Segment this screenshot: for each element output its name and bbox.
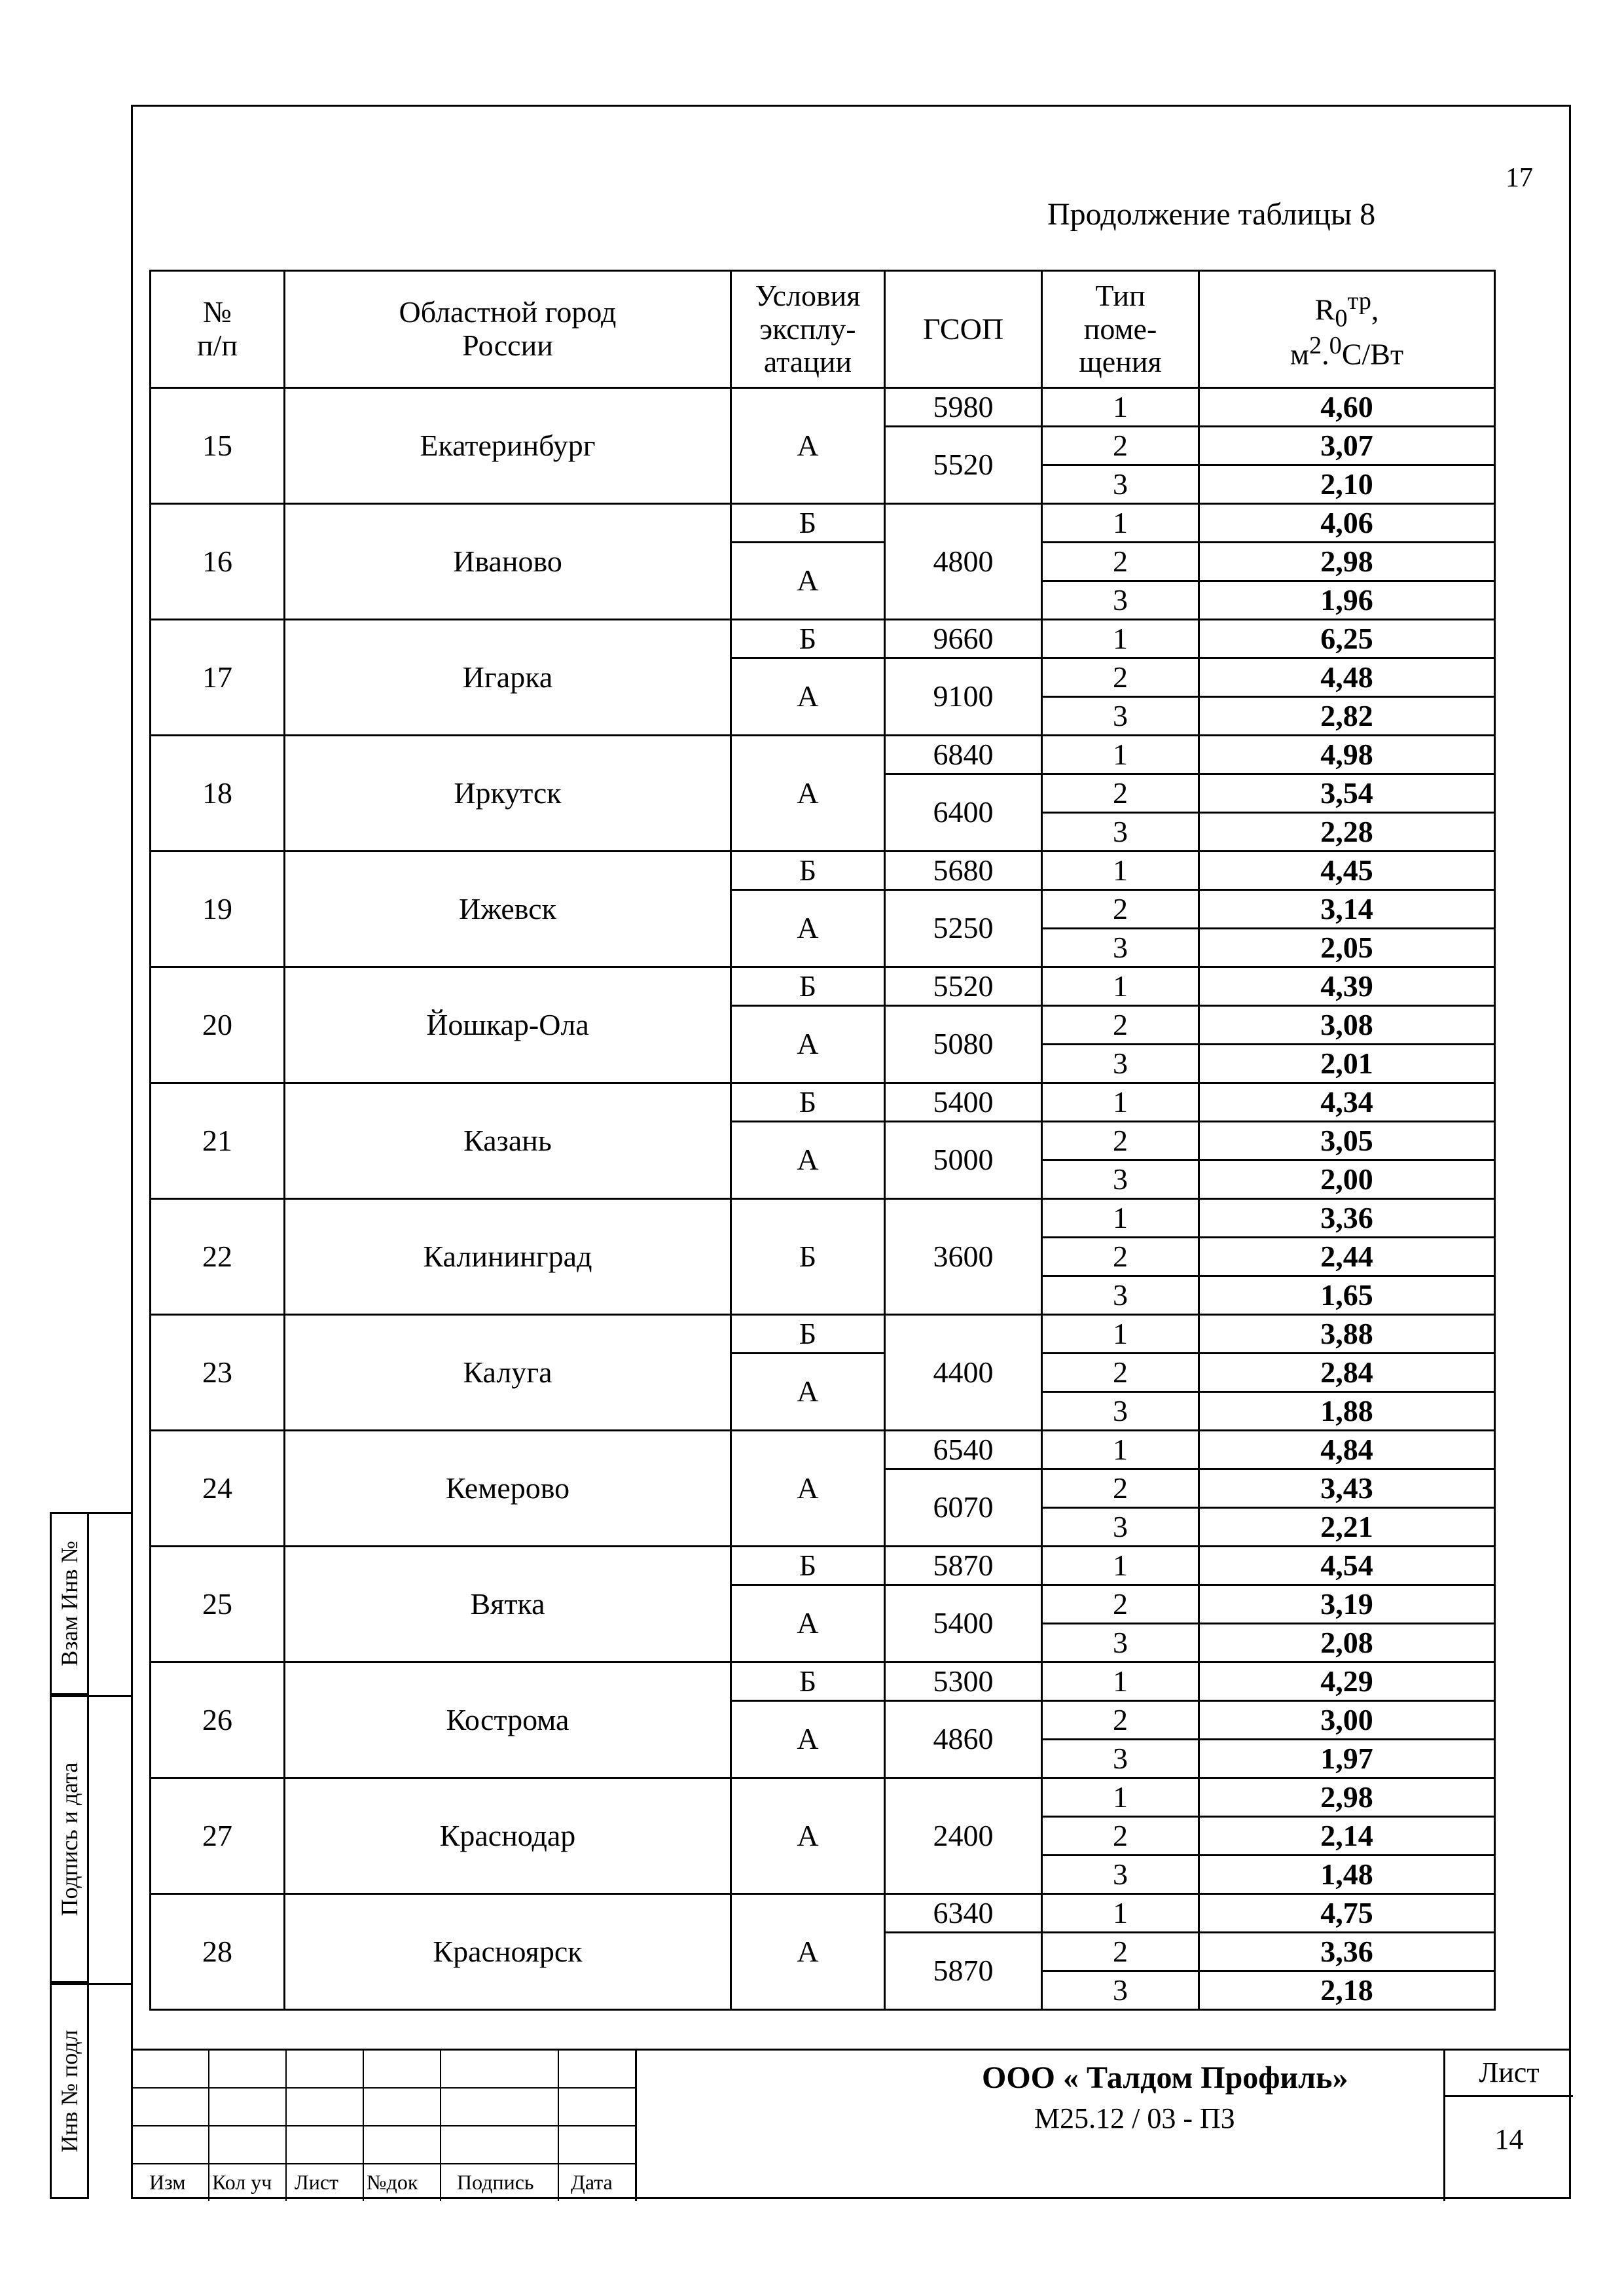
r0-value: 4,34 bbox=[1199, 1083, 1495, 1122]
grid-line bbox=[558, 2051, 559, 2201]
room-type: 3 bbox=[1042, 1856, 1199, 1894]
r0-value: 4,98 bbox=[1199, 736, 1495, 774]
r0-value: 3,54 bbox=[1199, 774, 1495, 813]
room-type: 3 bbox=[1042, 465, 1199, 504]
room-type: 1 bbox=[1042, 1778, 1199, 1817]
table-row bbox=[151, 1894, 1495, 1933]
grid-line bbox=[131, 2087, 635, 2089]
gsop-value: 5080 bbox=[885, 1006, 1042, 1083]
room-type: 3 bbox=[1042, 581, 1199, 620]
gsop-value: 4800 bbox=[885, 504, 1042, 620]
r0-value: 4,54 bbox=[1199, 1547, 1495, 1585]
table-row bbox=[151, 1778, 1495, 1817]
r0-value: 3,05 bbox=[1199, 1122, 1495, 1160]
side-field-vzam bbox=[50, 1512, 89, 1695]
row-number: 22 bbox=[151, 1199, 285, 1315]
room-type: 1 bbox=[1042, 1431, 1199, 1469]
r0-value: 2,01 bbox=[1199, 1045, 1495, 1083]
city-name: Игарка bbox=[285, 620, 731, 736]
header-gsop: ГСОП bbox=[885, 271, 1042, 388]
header-room-type: Тип поме- щения bbox=[1042, 271, 1199, 388]
operating-conditions: Б bbox=[731, 1315, 885, 1354]
sheet-separator bbox=[1445, 2095, 1573, 2097]
operating-conditions: А bbox=[731, 1354, 885, 1431]
grid-line bbox=[440, 2051, 441, 2201]
r0-value: 4,29 bbox=[1199, 1662, 1495, 1701]
room-type: 1 bbox=[1042, 620, 1199, 658]
operating-conditions: Б bbox=[731, 1547, 885, 1585]
table-row bbox=[151, 504, 1495, 543]
row-number: 15 bbox=[151, 388, 285, 504]
city-name: Иваново bbox=[285, 504, 731, 620]
room-type: 2 bbox=[1042, 890, 1199, 929]
city-name: Кемерово bbox=[285, 1431, 731, 1547]
side-divider bbox=[89, 1983, 131, 1985]
city-name: Красноярск bbox=[285, 1894, 731, 2010]
gsop-value: 2400 bbox=[885, 1778, 1042, 1894]
room-type: 3 bbox=[1042, 1045, 1199, 1083]
r0-value: 2,82 bbox=[1199, 697, 1495, 736]
r0-value: 3,07 bbox=[1199, 427, 1495, 465]
document-number: М25.12 / 03 - ПЗ bbox=[1034, 2102, 1235, 2134]
revision-grid bbox=[131, 2051, 637, 2201]
title-block bbox=[131, 2049, 1571, 2199]
grid-label-podpis: Подпись bbox=[457, 2170, 534, 2194]
room-type: 3 bbox=[1042, 1971, 1199, 2010]
room-type: 2 bbox=[1042, 1817, 1199, 1856]
header-city: Областной город России bbox=[285, 271, 731, 388]
row-number: 21 bbox=[151, 1083, 285, 1199]
room-type: 2 bbox=[1042, 1122, 1199, 1160]
table-header-row bbox=[151, 271, 1495, 388]
gsop-value: 5870 bbox=[885, 1547, 1042, 1585]
city-name: Казань bbox=[285, 1083, 731, 1199]
row-number: 20 bbox=[151, 967, 285, 1083]
operating-conditions: А bbox=[731, 1122, 885, 1199]
room-type: 2 bbox=[1042, 1585, 1199, 1624]
city-name: Краснодар bbox=[285, 1778, 731, 1894]
table-row bbox=[151, 620, 1495, 658]
table-row bbox=[151, 1547, 1495, 1585]
city-name: Иркутск bbox=[285, 736, 731, 852]
operating-conditions: А bbox=[731, 1006, 885, 1083]
thermal-resistance-table bbox=[149, 270, 1496, 2011]
operating-conditions: А bbox=[731, 890, 885, 967]
row-number: 28 bbox=[151, 1894, 285, 2010]
operating-conditions: А bbox=[731, 1778, 885, 1894]
city-name: Ижевск bbox=[285, 852, 731, 967]
room-type: 2 bbox=[1042, 774, 1199, 813]
room-type: 2 bbox=[1042, 658, 1199, 697]
r0-value: 2,44 bbox=[1199, 1238, 1495, 1276]
operating-conditions: А bbox=[731, 1431, 885, 1547]
gsop-value: 6400 bbox=[885, 774, 1042, 852]
r0-value: 4,45 bbox=[1199, 852, 1495, 890]
header-conditions: Условия эксплу- атации bbox=[731, 271, 885, 388]
header-num: № п/п bbox=[151, 271, 285, 388]
grid-label-kol-uch: Кол уч bbox=[212, 2170, 272, 2194]
room-type: 3 bbox=[1042, 697, 1199, 736]
grid-line bbox=[131, 2163, 635, 2164]
r0-value: 2,10 bbox=[1199, 465, 1495, 504]
grid-line bbox=[285, 2051, 287, 2201]
header-r0: $R_0^{тр}$, $м^2.^0С/Вт$ bbox=[1199, 271, 1495, 388]
room-type: 3 bbox=[1042, 1624, 1199, 1662]
room-type: 2 bbox=[1042, 1006, 1199, 1045]
operating-conditions: Б bbox=[731, 620, 885, 658]
r0-value: 2,98 bbox=[1199, 1778, 1495, 1817]
room-type: 2 bbox=[1042, 1238, 1199, 1276]
operating-conditions: А bbox=[731, 1701, 885, 1778]
sheet-label: Лист bbox=[1479, 2056, 1540, 2089]
gsop-value: 5870 bbox=[885, 1933, 1042, 2010]
r0-value: 3,43 bbox=[1199, 1469, 1495, 1508]
room-type: 2 bbox=[1042, 1469, 1199, 1508]
city-name: Калуга bbox=[285, 1315, 731, 1431]
grid-line bbox=[131, 2125, 635, 2126]
r0-value: 4,60 bbox=[1199, 388, 1495, 427]
r0-value: 2,05 bbox=[1199, 929, 1495, 967]
r0-value: 2,14 bbox=[1199, 1817, 1495, 1856]
room-type: 2 bbox=[1042, 543, 1199, 581]
gsop-value: 5980 bbox=[885, 388, 1042, 427]
table-row bbox=[151, 736, 1495, 774]
gsop-value: 5300 bbox=[885, 1662, 1042, 1701]
gsop-value: 6540 bbox=[885, 1431, 1042, 1469]
room-type: 1 bbox=[1042, 1662, 1199, 1701]
r0-value: 2,18 bbox=[1199, 1971, 1495, 2010]
gsop-value: 5400 bbox=[885, 1585, 1042, 1662]
r0-value: 4,06 bbox=[1199, 504, 1495, 543]
room-type: 1 bbox=[1042, 388, 1199, 427]
r0-value: 3,36 bbox=[1199, 1199, 1495, 1238]
room-type: 3 bbox=[1042, 1740, 1199, 1778]
city-name: Йошкар-Ола bbox=[285, 967, 731, 1083]
r0-value: 4,84 bbox=[1199, 1431, 1495, 1469]
room-type: 1 bbox=[1042, 1083, 1199, 1122]
room-type: 3 bbox=[1042, 929, 1199, 967]
gsop-value: 9660 bbox=[885, 620, 1042, 658]
row-number: 23 bbox=[151, 1315, 285, 1431]
room-type: 3 bbox=[1042, 1276, 1199, 1315]
row-number: 24 bbox=[151, 1431, 285, 1547]
operating-conditions: А bbox=[731, 1585, 885, 1662]
room-type: 1 bbox=[1042, 1315, 1199, 1354]
table-row bbox=[151, 1199, 1495, 1238]
operating-conditions: А bbox=[731, 543, 885, 620]
row-number: 16 bbox=[151, 504, 285, 620]
gsop-value: 3600 bbox=[885, 1199, 1042, 1315]
operating-conditions: Б bbox=[731, 852, 885, 890]
room-type: 1 bbox=[1042, 852, 1199, 890]
table-row bbox=[151, 1662, 1495, 1701]
r0-value: 2,28 bbox=[1199, 813, 1495, 852]
r0-value: 6,25 bbox=[1199, 620, 1495, 658]
gsop-value: 6340 bbox=[885, 1894, 1042, 1933]
side-label-podpis: Подпись и дата bbox=[56, 1762, 82, 1916]
gsop-value: 4400 bbox=[885, 1315, 1042, 1431]
gsop-value: 5680 bbox=[885, 852, 1042, 890]
room-type: 2 bbox=[1042, 1933, 1199, 1971]
room-type: 1 bbox=[1042, 1199, 1199, 1238]
gsop-value: 5520 bbox=[885, 967, 1042, 1006]
gsop-value: 5250 bbox=[885, 890, 1042, 967]
side-field-podpis bbox=[50, 1695, 89, 1983]
table-row bbox=[151, 1315, 1495, 1354]
r0-value: 2,98 bbox=[1199, 543, 1495, 581]
city-name: Калининград bbox=[285, 1199, 731, 1315]
city-name: Кострома bbox=[285, 1662, 731, 1778]
r0-value: 1,65 bbox=[1199, 1276, 1495, 1315]
gsop-value: 6070 bbox=[885, 1469, 1042, 1547]
operating-conditions: Б bbox=[731, 967, 885, 1006]
side-label-inv: Инв № подл bbox=[56, 2030, 82, 2153]
gsop-value: 4860 bbox=[885, 1701, 1042, 1778]
row-number: 19 bbox=[151, 852, 285, 967]
gsop-value: 5400 bbox=[885, 1083, 1042, 1122]
r0-value: 3,00 bbox=[1199, 1701, 1495, 1740]
r0-value: 2,84 bbox=[1199, 1354, 1495, 1392]
r0-value: 4,48 bbox=[1199, 658, 1495, 697]
table-row bbox=[151, 1083, 1495, 1122]
r0-value: 3,88 bbox=[1199, 1315, 1495, 1354]
table-row bbox=[151, 1431, 1495, 1469]
row-number: 25 bbox=[151, 1547, 285, 1662]
room-type: 2 bbox=[1042, 1701, 1199, 1740]
operating-conditions: А bbox=[731, 658, 885, 736]
operating-conditions: Б bbox=[731, 504, 885, 543]
room-type: 1 bbox=[1042, 1894, 1199, 1933]
city-name: Вятка bbox=[285, 1547, 731, 1662]
room-type: 1 bbox=[1042, 967, 1199, 1006]
r0-value: 1,97 bbox=[1199, 1740, 1495, 1778]
r0-value: 1,88 bbox=[1199, 1392, 1495, 1431]
table-row bbox=[151, 388, 1495, 427]
operating-conditions: А bbox=[731, 388, 885, 504]
r0-value: 4,75 bbox=[1199, 1894, 1495, 1933]
room-type: 1 bbox=[1042, 1547, 1199, 1585]
room-type: 3 bbox=[1042, 1392, 1199, 1431]
room-type: 3 bbox=[1042, 1508, 1199, 1547]
side-divider bbox=[89, 1695, 131, 1697]
side-label-vzam: Взам Инв № bbox=[56, 1541, 82, 1666]
grid-label-izm: Изм bbox=[149, 2170, 186, 2194]
page-number: 17 bbox=[1506, 163, 1533, 193]
operating-conditions: Б bbox=[731, 1662, 885, 1701]
operating-conditions: Б bbox=[731, 1083, 885, 1122]
r0-value: 2,00 bbox=[1199, 1160, 1495, 1199]
room-type: 2 bbox=[1042, 1354, 1199, 1392]
gsop-value: 6840 bbox=[885, 736, 1042, 774]
room-type: 2 bbox=[1042, 427, 1199, 465]
side-divider bbox=[89, 1512, 131, 1514]
grid-line bbox=[363, 2051, 364, 2201]
row-number: 17 bbox=[151, 620, 285, 736]
sheet-number: 14 bbox=[1494, 2123, 1524, 2155]
room-type: 3 bbox=[1042, 1160, 1199, 1199]
r0-value: 3,08 bbox=[1199, 1006, 1495, 1045]
operating-conditions: А bbox=[731, 1894, 885, 2010]
company-name: ООО « Талдом Профиль» bbox=[982, 2060, 1348, 2095]
grid-label-list: Лист bbox=[295, 2170, 339, 2194]
r0-value: 2,08 bbox=[1199, 1624, 1495, 1662]
r0-value: 3,36 bbox=[1199, 1933, 1495, 1971]
gsop-value: 5520 bbox=[885, 427, 1042, 504]
table-continuation-title: Продолжение таблицы 8 bbox=[1047, 197, 1376, 232]
grid-label-ndok: №док bbox=[367, 2170, 418, 2194]
row-number: 18 bbox=[151, 736, 285, 852]
operating-conditions: Б bbox=[731, 1199, 885, 1315]
r0-value: 1,48 bbox=[1199, 1856, 1495, 1894]
row-number: 27 bbox=[151, 1778, 285, 1894]
grid-line bbox=[208, 2051, 209, 2201]
operating-conditions: А bbox=[731, 736, 885, 852]
row-number: 26 bbox=[151, 1662, 285, 1778]
r0-value: 1,96 bbox=[1199, 581, 1495, 620]
r0-value: 3,19 bbox=[1199, 1585, 1495, 1624]
side-field-inv bbox=[50, 1983, 89, 2199]
room-type: 1 bbox=[1042, 736, 1199, 774]
table-row bbox=[151, 852, 1495, 890]
r0-value: 2,21 bbox=[1199, 1508, 1495, 1547]
r0-value: 3,14 bbox=[1199, 890, 1495, 929]
table-body bbox=[151, 388, 1495, 2010]
gsop-value: 5000 bbox=[885, 1122, 1042, 1199]
r0-value: 4,39 bbox=[1199, 967, 1495, 1006]
table-row bbox=[151, 967, 1495, 1006]
sheet-box bbox=[1443, 2051, 1573, 2201]
gsop-value: 9100 bbox=[885, 658, 1042, 736]
room-type: 3 bbox=[1042, 813, 1199, 852]
room-type: 1 bbox=[1042, 504, 1199, 543]
city-name: Екатеринбург bbox=[285, 388, 731, 504]
grid-label-data: Дата bbox=[571, 2170, 613, 2194]
